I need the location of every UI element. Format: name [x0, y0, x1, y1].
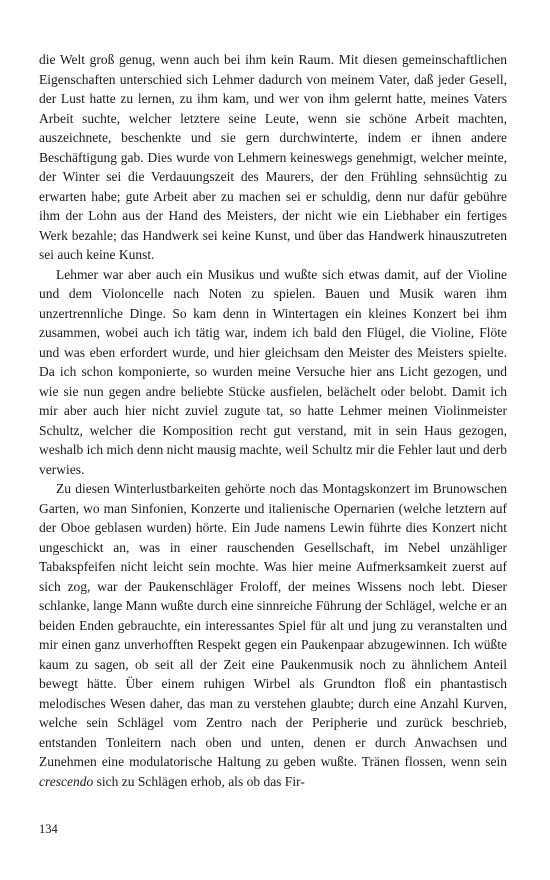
paragraph-3-text-after: sich zu Schlägen erhob, als ob das Fir- [93, 773, 305, 789]
paragraph-1: die Welt groß genug, wenn auch bei ihm kein Raum. Mit diesen gemeinschaftlichen Eigenschaften unterschied sich Lehmer dadurch von meinem Vater, daß jeder Gesell, der Lust hatte zu lernen, zu ihm kam, und wer von ihm gelernt hatte, meines Vaters Arbeit suchte, welcher letztere seine Leute, wenn sie schöne Arbeit machten, auszeichnete, beschenkte und sie gern durchwinterte, indem er ihnen andere Beschäftigung gab. Dies wurde von Lehmern keineswegs genehmigt, welcher meinte, der Winter sei die Verdauungszeit des Maurers, der den Frühling sehnsüchtig zu erwarten habe; gute Arbeit aber zu machen sei er schuldig, denn nur dafür gebühre ihm der Lohn aus der Hand des Meisters, der nicht wie ein Liebhaber ein fertiges Werk bezahle; das Handwerk sei keine Kunst, und über das Handwerk hinauszutreten sei auch keine Kunst. [39, 52, 507, 262]
paragraph-2: Lehmer war aber auch ein Musikus und wußte sich etwas damit, auf der Violine und dem Violoncelle nach Noten zu spielen. Bauen und Musik waren ihm unzertrennliche Dinge. So kam denn in Wintertagen ein kleines Konzert bei ihm zusammen, wobei auch ich tätig war, indem ich bald den Flügel, die Violine, Flöte und was eben erfordert wurde, und hier gleichsam den Meister des Meisters spielte. Da ich schon komponierte, so wurden meine Versuche hier ans Licht gezogen, und wie sie nun gegen andre beliebte Stücke ausfielen, belächelt oder belobt. Damit ich mir aber auch hier nicht zuviel zugute tat, so hatte Lehmer meinen Violinmeister Schultz, welcher die Komposition recht gut verstand, mit in sein Haus gezogen, weshalb ich mich denn nicht mausig machte, weil Schultz mir die Fehler laut und derb verwies. [39, 266, 507, 477]
book-page-text [39, 50, 507, 791]
page-number: 134 [39, 822, 58, 836]
paragraph-3-text-before: Zu diesen Winterlustbarkeiten gehörte noch das Montagskonzert im Brunowschen Garten, wo man Sinfonien, Konzerte und italienische Opernarien (welche letztern auf der Oboe geblasen wurden) hörte. Ein Jude namens Lewin führte dies Konzert nicht ungeschickt an, was in einer rauschenden Gesellschaft, im Nebel unzähliger Tabakspfeifen nicht leicht sein mochte. Was hier meine Aufmerksamkeit zuerst auf sich zog, war der Paukenschläger Froloff, der meines Wissens noch lebt. Dieser schlanke, lange Mann wußte durch eine sinnreiche Führung der Schlägel, welche er an beiden Enden gebrauchte, ein interessantes Spiel für alt und jung zu veranstalten und mir einen ganz unverhofften Respekt gegen ein Paukenpaar abzugewinnen. Ich wüßte kaum zu sagen, ob seit all der Zeit eine Paukenmusik noch zu ähnlichem Anteil bewegt hätte. Über einem ruhigen Wirbel als Grundton floß ein phantastisch melodisches Wesen daher, das man zu verstehen glaubte; durch eine Anzahl Kurven, welche sein Schlägel vom Zentro nach der Peripherie und zurück beschrieb, entstanden Tonleitern nach oben und unten, denen er durch Anwachsen und Zunehmen eine modulatorische Haltung zu geben wußte. Tränen flossen, wenn sein [39, 481, 507, 769]
paragraph-3 [39, 479, 507, 791]
paragraph-3-emphasis: crescendo [39, 773, 94, 789]
